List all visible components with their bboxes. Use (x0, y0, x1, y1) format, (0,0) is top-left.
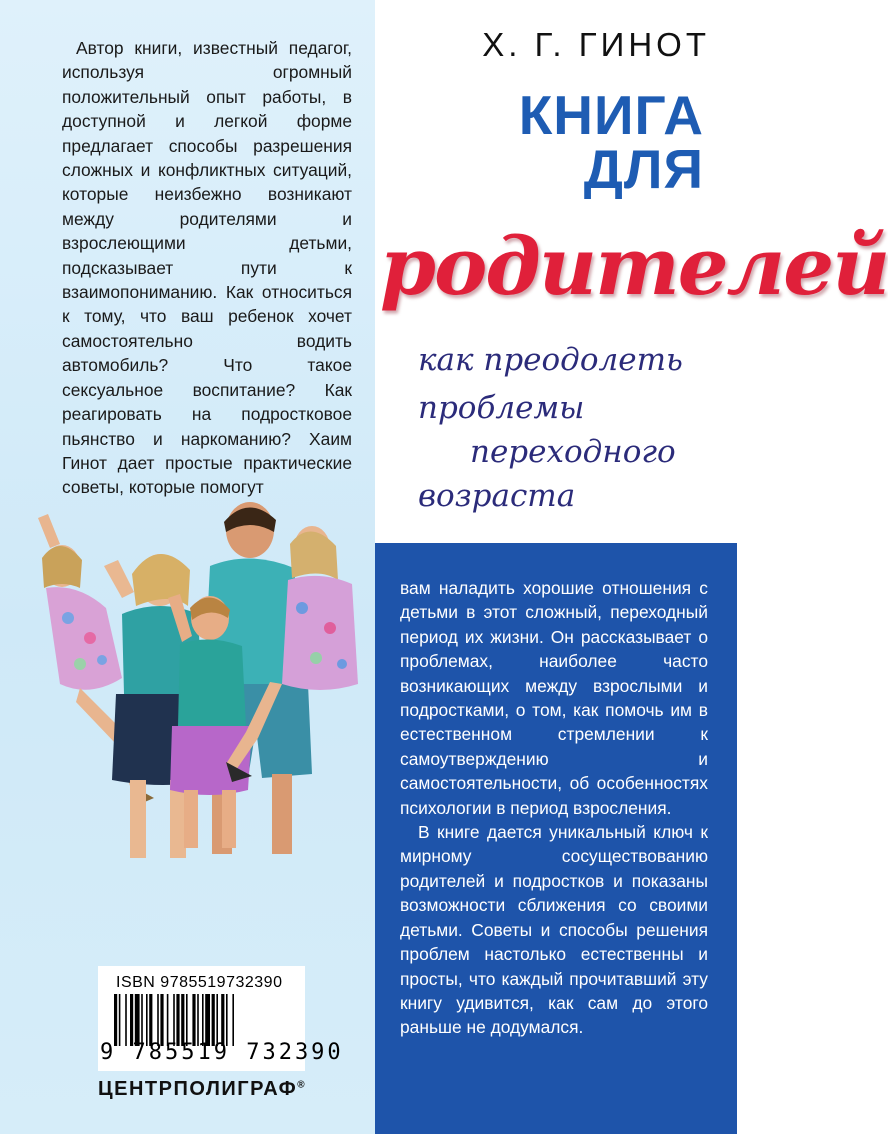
registered-mark: ® (297, 1079, 307, 1091)
barcode-bar (186, 994, 188, 1046)
blurb-left-text: Автор книги, известный педагог, используя огромный положительный опыт работы, в доступной и легкой форме предлагает способы разрешения сложных и конфликтных ситуаций, которые неизбежно возникают между родителями и взрослеющими детьми, подсказывает пути к взаимопониманию. Как относиться к тому, что ваш ребенок хочет самостоятельно водить автомобиль? Что такое сексуальное воспитание? Как реагировать на подростковое пьянство и наркоманию? Хаим Гинот дает простые практические советы, которые помогут (62, 38, 352, 498)
barcode-bars (114, 994, 294, 1046)
barcode-bar (167, 994, 169, 1046)
barcode-bar (119, 994, 121, 1046)
barcode-bar (114, 994, 117, 1046)
publisher-logo (98, 1078, 306, 1101)
publisher-name: ЦЕНТРПОЛИГРАФ (98, 1078, 298, 1100)
barcode-bar (146, 994, 148, 1046)
isbn-label: ISBN 9785519732390 (116, 974, 283, 991)
title-line-1: КНИГА (518, 84, 704, 146)
barcode-bar (212, 994, 215, 1046)
title-line-2: ДЛЯ (583, 138, 704, 200)
subtitle-line-3: переходного (470, 434, 676, 470)
family-photo (20, 488, 365, 888)
author-name: Х. Г. ГИНОТ (482, 26, 710, 63)
barcode-digits: 9 785519 732390 (100, 1040, 344, 1065)
barcode-bar (226, 994, 228, 1046)
barcode-bar (135, 994, 140, 1046)
barcode-bar (232, 994, 234, 1046)
barcode-bar (181, 994, 184, 1046)
barcode-bar (141, 994, 143, 1046)
barcode-bar (160, 994, 163, 1046)
title-line-3: родителей (380, 219, 888, 313)
barcode-bar (130, 994, 133, 1046)
subtitle-line-1: как преодолеть (418, 342, 683, 378)
blurb-right-paragraph-1: вам наладить хорошие отношения с детьми в этот сложный, переходный период их жизни. Он рассказывает о проблемах, наиболее часто возникающих между взрослыми и подростками, о том, как помочь им в естественном стремлении к самоутверждению и самостоятельности, об особенностях психологии в период взросления. (400, 578, 708, 818)
barcode-bar (205, 994, 210, 1046)
barcode-bar (197, 994, 199, 1046)
subtitle-line-4: возраста (418, 478, 576, 514)
blurb-right-paragraph-2: В книге дается уникальный ключ к мирному сосуществованию родителей и подростков и показаны возможности сближения со своими детьми. Советы и способы решения проблем настолько естественны и просты, что каждый прочитавший эту книгу удивится, как сам до этого раньше не додумался. (400, 822, 708, 1038)
barcode-bar (173, 994, 175, 1046)
barcode-bar (216, 994, 218, 1046)
barcode-bar (192, 994, 195, 1046)
subtitle-line-2: проблемы (418, 390, 585, 426)
barcode-bar (157, 994, 159, 1046)
barcode-bar (149, 994, 152, 1046)
barcode-bar (221, 994, 224, 1046)
barcode-bar (125, 994, 127, 1046)
barcode-bar (202, 994, 204, 1046)
barcode-bar (176, 994, 179, 1046)
blurb-right-text (400, 576, 708, 1040)
